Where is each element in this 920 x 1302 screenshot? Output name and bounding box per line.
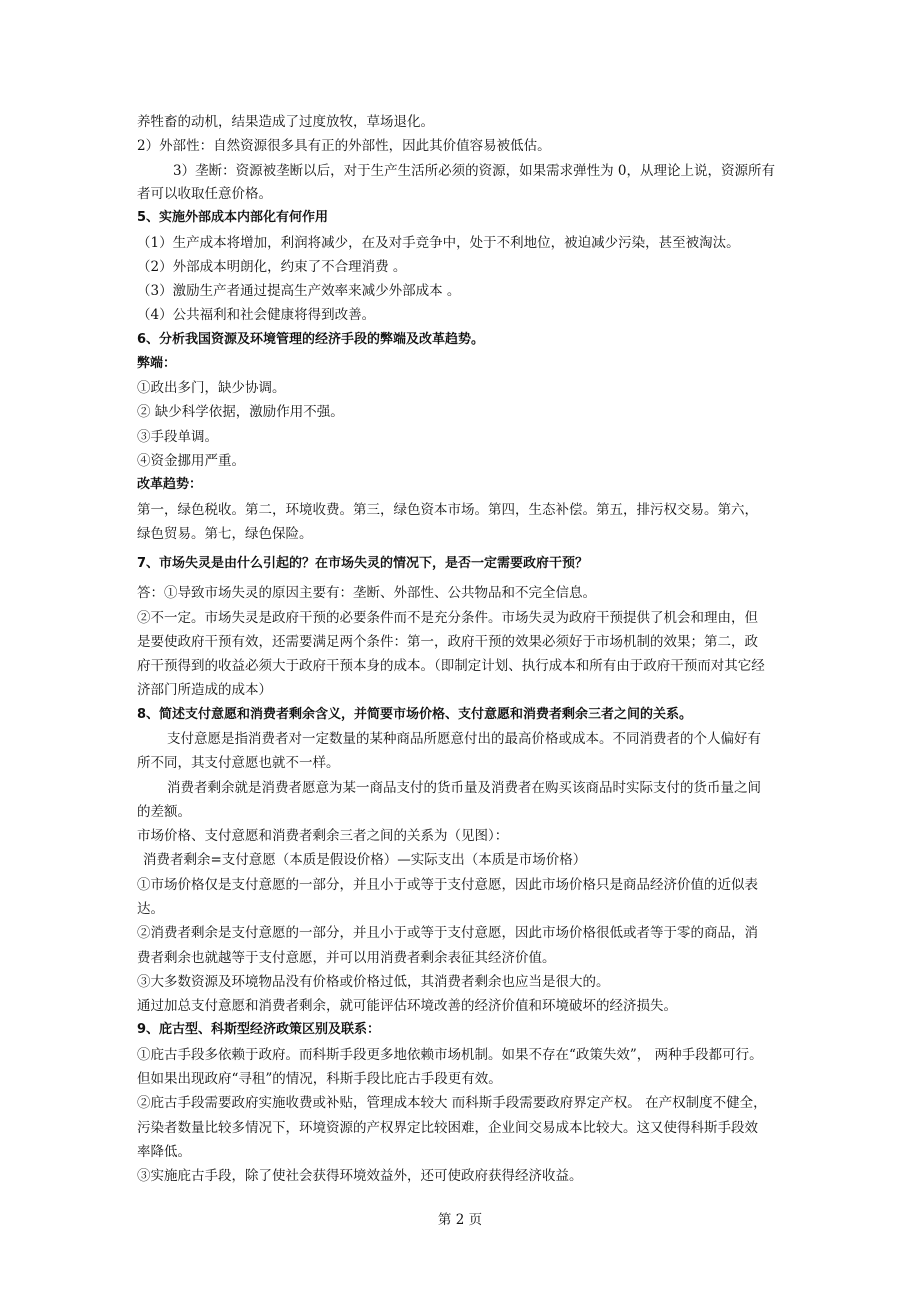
text-line: ②消费者剩余是支付意愿的一部分，并且小于或等于支付意愿，因此市场价格很低或者等于零的商品，消 [137, 925, 758, 941]
page-number: 第 2 页 [437, 1212, 483, 1228]
text-line: 市场价格、支付意愿和消费者剩余三者之间的关系为（见图）： [137, 828, 509, 844]
text-line: （2）外部成本明朗化，约束了不合理消费 。 [137, 259, 407, 275]
subheading: 改革趋势： [137, 477, 203, 492]
text-line: ②庇古手段需要政府实施收费或补贴，管理成本较大 而科斯手段需要政府界定产权。 在产权制度不健全， [137, 1095, 767, 1111]
section-heading: 6、分析我国资源及环境管理的经济手段的弊端及改革趋势。 [137, 332, 485, 347]
text-line: 消费者剩余就是消费者愿意为某一商品支付的货币量及消费者在购买该商品时实际支付的货币量之间 [167, 780, 761, 796]
text-line: ② 缺少科学依据，激励作用不强。 [137, 404, 344, 420]
text-line: 答：①导致市场失灵的原因主要有：垄断、外部性、公共物品和不完全信息。 [137, 585, 596, 601]
text-line: 府干预得到的收益必须大于政府干预本身的成本。（即制定计划、执行成本和所有由于政府干预而对其它经 [137, 658, 765, 674]
text-line: 济部门所造成的成本） [137, 682, 272, 698]
text-line: 2）外部性：自然资源很多具有正的外部性，因此其价值容易被低估。 [137, 138, 551, 154]
section-heading: 9、庇古型、科斯型经济政策区别及联系： [137, 1022, 381, 1037]
section-heading: 5、实施外部成本内部化有何作用 [137, 210, 329, 225]
text-line: ①庇古手段多依赖于政府。而科斯手段更多地依赖市场机制。如果不存在“政策失效”， 两种手段都可行。 [137, 1047, 763, 1063]
text-line: 绿色贸易。第七，绿色保险。 [137, 526, 313, 542]
text-line: ③大多数资源及环境物品没有价格或价格过低，其消费者剩余也应当是很大的。 [137, 974, 610, 990]
section-heading: 7、市场失灵是由什么引起的？在市场失灵的情况下，是否一定需要政府干预？ [137, 556, 589, 571]
text-line: 率降低。 [137, 1144, 191, 1160]
subheading: 弊端： [137, 356, 177, 371]
text-line: 达。 [137, 901, 164, 917]
text-line: 消费者剩余=支付意愿（本质是假设价格）—实际支出（本质是市场价格） [143, 852, 587, 868]
text-line: ①政出多门，缺少协调。 [137, 380, 286, 396]
text-line: 的差额。 [137, 804, 191, 820]
text-line: 通过加总支付意愿和消费者剩余，就可能评估环境改善的经济价值和环境破坏的经济损失。 [137, 998, 677, 1014]
text-line: 费者剩余也就越等于支付意愿，并可以用消费者剩余表征其经济价值。 [137, 950, 556, 966]
text-line: ②不一定。市场失灵是政府干预的必要条件而不是充分条件。市场失灵为政府干预提供了机会和理由，但 [137, 610, 758, 626]
text-line: 第一，绿色税收。第二，环境收费。第三，绿色资本市场。第四，生态补偿。第五，排污权交易。第六， [137, 502, 758, 518]
text-line: 支付意愿是指消费者对一定数量的某种商品所愿意付出的最高价格或成本。不同消费者的个人偏好有 [167, 731, 761, 747]
text-line: 是要使政府干预有效，还需要满足两个条件：第一，政府干预的效果必须好于市场机制的效果；第二，政 [137, 634, 758, 650]
text-line: 者可以收取任意价格。 [137, 186, 272, 202]
section-heading: 8、简述支付意愿和消费者剩余含义，并简要市场价格、支付意愿和消费者剩余三者之间的关系。 [137, 707, 693, 722]
text-line: ④资金挪用严重。 [137, 453, 245, 469]
text-line: ③实施庇古手段，除了使社会获得环境效益外，还可使政府获得经济收益。 [137, 1168, 583, 1184]
text-line: （1）生产成本将增加，利润将减少，在及对手竞争中，处于不利地位，被迫减少污染，甚至被淘汰。 [137, 235, 740, 251]
text-line: （3）激励生产者通过提高生产效率来减少外部成本 。 [137, 283, 461, 299]
text-line: （4）公共福利和社会健康将得到改善。 [137, 307, 376, 323]
text-line: 所不同，其支付意愿也就不一样。 [137, 755, 340, 771]
text-line: 3）垄断：资源被垄断以后，对于生产生活所必须的资源，如果需求弹性为 0，从理论上说，资源所有 [173, 163, 775, 179]
text-line: 养牲畜的动机，结果造成了过度放牧，草场退化。 [137, 114, 434, 130]
text-line: ③手段单调。 [137, 429, 218, 445]
text-line: ①市场价格仅是支付意愿的一部分，并且小于或等于支付意愿，因此市场价格只是商品经济价值的近似表 [137, 877, 758, 893]
text-line: 污染者数量比较多情况下，环境资源的产权界定比较困难，企业间交易成本比较大。这又使得科斯手段效 [137, 1120, 758, 1136]
text-line: 但如果出现政府“寻租”的情况，科斯手段比庇古手段更有效。 [137, 1071, 502, 1087]
